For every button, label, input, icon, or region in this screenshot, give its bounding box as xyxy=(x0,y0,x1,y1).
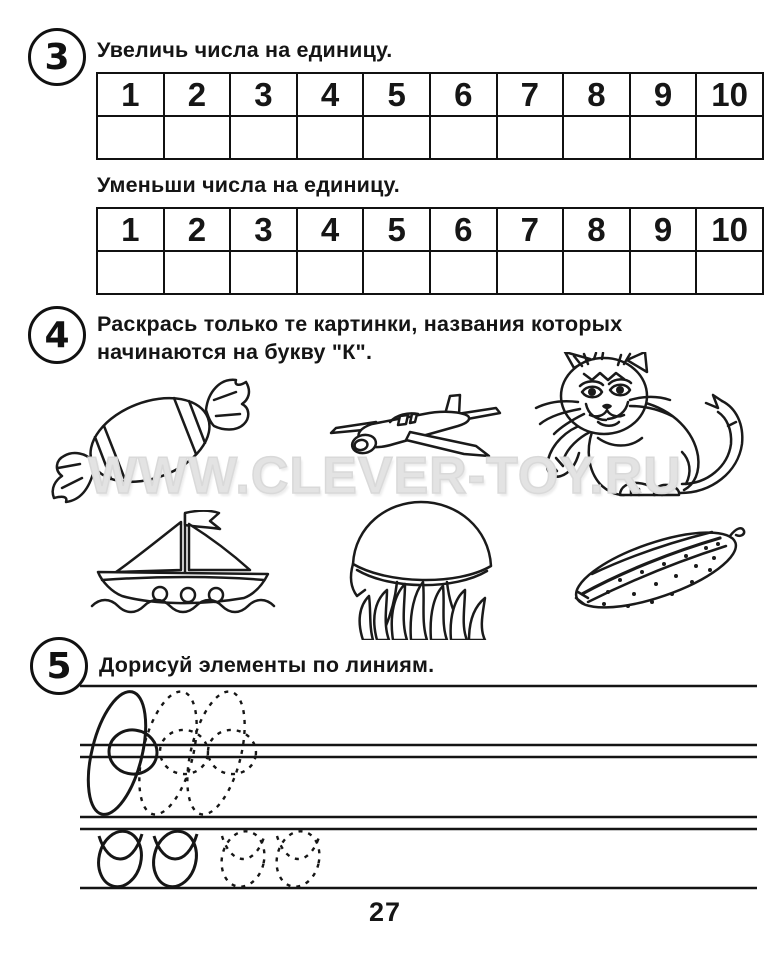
number-cell: 1 xyxy=(97,73,164,116)
answer-cell[interactable] xyxy=(230,116,297,159)
answer-cell[interactable] xyxy=(97,251,164,294)
mushroom-picture[interactable] xyxy=(343,494,495,640)
number-cell: 4 xyxy=(297,208,364,251)
decrease-table xyxy=(96,207,764,295)
number-cell: 3 xyxy=(230,73,297,116)
boat-picture[interactable] xyxy=(88,510,278,622)
number-cell: 8 xyxy=(563,73,630,116)
answer-cell[interactable] xyxy=(297,116,364,159)
number-cell: 9 xyxy=(630,208,697,251)
number-cell: 10 xyxy=(696,208,763,251)
number-row xyxy=(97,208,763,251)
answer-cell[interactable] xyxy=(97,116,164,159)
instruction-increase: Увеличь числа на единицу. xyxy=(97,38,393,62)
number-cell: 7 xyxy=(497,73,564,116)
watermark: WWW.CLEVER-TOY.RU xyxy=(88,447,682,505)
number-cell: 2 xyxy=(164,208,231,251)
answer-row xyxy=(97,116,763,159)
answer-cell[interactable] xyxy=(563,251,630,294)
cucumber-drawing xyxy=(568,517,744,623)
answer-cell[interactable] xyxy=(164,251,231,294)
practice-elements xyxy=(78,686,325,891)
boat-drawing xyxy=(92,511,274,612)
answer-cell[interactable] xyxy=(696,116,763,159)
instruction-trace: Дорисуй элементы по линиям. xyxy=(99,653,435,677)
answer-cell[interactable] xyxy=(363,116,430,159)
number-cell: 6 xyxy=(430,208,497,251)
answer-cell[interactable] xyxy=(696,251,763,294)
answer-cell[interactable] xyxy=(497,251,564,294)
answer-cell[interactable] xyxy=(363,251,430,294)
answer-cell[interactable] xyxy=(630,116,697,159)
writing-lines-area[interactable] xyxy=(0,672,784,907)
answer-cell[interactable] xyxy=(563,116,630,159)
answer-cell[interactable] xyxy=(430,251,497,294)
answer-cell[interactable] xyxy=(164,116,231,159)
cucumber-picture[interactable] xyxy=(568,508,746,636)
exercise-5-number: 5 xyxy=(46,645,72,687)
number-cell: 5 xyxy=(363,73,430,116)
exercise-3-badge xyxy=(28,28,86,86)
number-cell: 5 xyxy=(363,208,430,251)
number-cell: 3 xyxy=(230,208,297,251)
answer-cell[interactable] xyxy=(297,251,364,294)
number-cell: 6 xyxy=(430,73,497,116)
exercise-3-number: 3 xyxy=(44,36,70,78)
instruction-colorize: Раскрась только те картинки, названия которых начинаются на букву "К". xyxy=(97,312,623,365)
answer-cell[interactable] xyxy=(430,116,497,159)
number-cell: 9 xyxy=(630,73,697,116)
number-row xyxy=(97,73,763,116)
number-cell: 7 xyxy=(497,208,564,251)
number-cell: 2 xyxy=(164,73,231,116)
number-cell: 10 xyxy=(696,73,763,116)
number-cell: 8 xyxy=(563,208,630,251)
answer-cell[interactable] xyxy=(497,116,564,159)
mushroom-drawing xyxy=(351,502,491,640)
answer-cell[interactable] xyxy=(230,251,297,294)
exercise-4-number: 4 xyxy=(44,314,70,356)
number-cell: 1 xyxy=(97,208,164,251)
number-cell: 4 xyxy=(297,73,364,116)
instruction-decrease: Уменьши числа на единицу. xyxy=(97,173,400,197)
answer-row xyxy=(97,251,763,294)
answer-cell[interactable] xyxy=(630,251,697,294)
increase-table xyxy=(96,72,764,160)
exercise-4-badge xyxy=(28,306,86,364)
page-number: 27 xyxy=(368,897,402,927)
